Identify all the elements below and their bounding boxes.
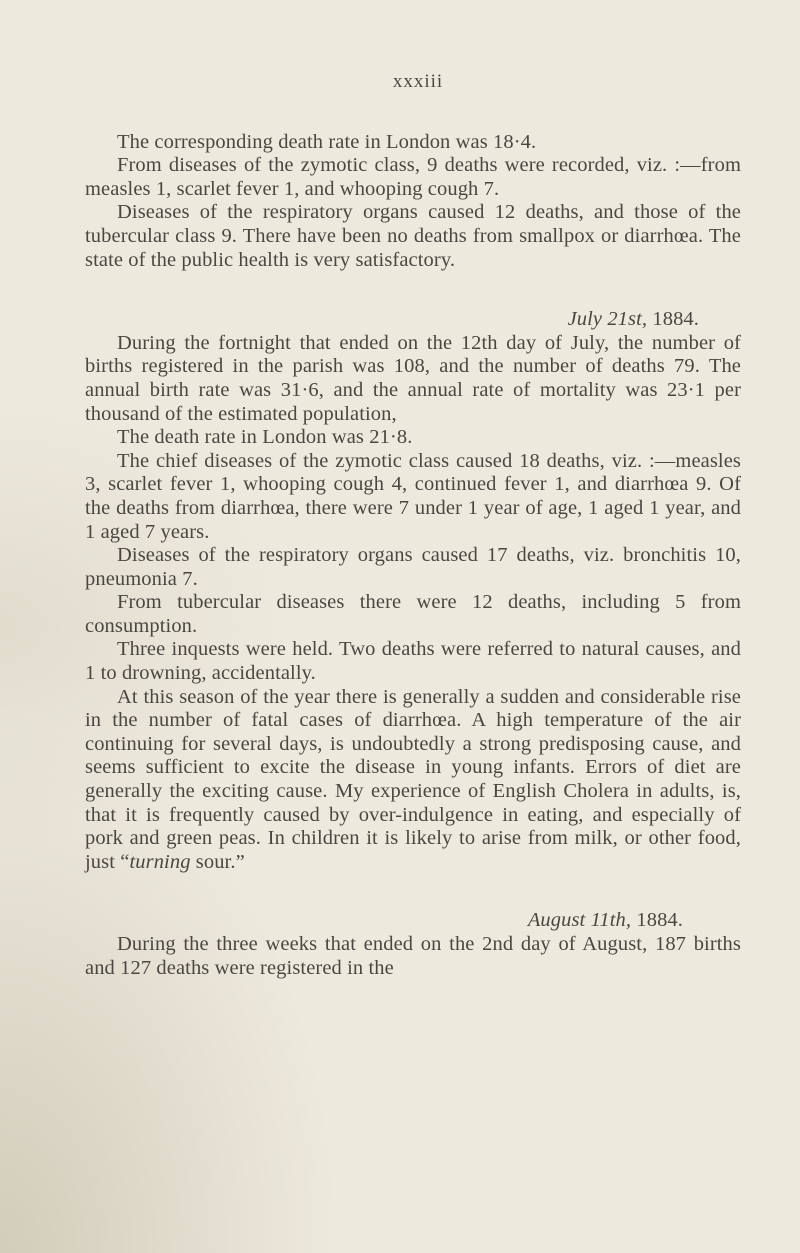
page-number: xxxiii	[392, 71, 444, 92]
quote-close: sour.”	[190, 850, 245, 873]
dateline-august-year: 1884.	[636, 909, 683, 932]
paragraph-respiratory: Diseases of the respiratory organs caused 12 deaths, and those of the tubercular class 9. There have been no deaths from smallpox or diarrhœa. The state of the public health is very satisfactory.	[85, 201, 741, 271]
quote-open: “	[120, 850, 130, 873]
paragraph-london-rate: The corresponding death rate in London was 18·4.	[117, 130, 537, 153]
paragraph-cholera-text: At this season of the year there is generally a sudden and considerable rise in the number of fatal cases of diarrhœa. A high temperature of the air continuing for several days, is undoubtedly a strong predisposing cause, and seems sufficient to excite the disease in young infants. Errors of diet are generally the exciting cause. My experience of English Cholera in adults, is, that it is frequently caused by over-indulgence in eating, and especially of pork and green peas. In children it is likely to arise from milk, or other food, just	[85, 685, 741, 873]
paragraph-london-death-rate: The death rate in London was 21·8.	[117, 426, 413, 449]
paragraph-tubercular: From tubercular diseases there were 12 deaths, including 5 from consumption.	[85, 591, 741, 637]
dateline-july	[85, 308, 741, 332]
dateline-july-year: 1884.	[652, 308, 699, 331]
paragraph-fortnight: During the fortnight that ended on the 12th day of July, the number of births registered in the parish was 108, and the number of deaths 79. The annual birth rate was 31·6, and the annual rate of mortality was 23·1 per thousand of the estimated population,	[85, 331, 741, 425]
paragraph-inquests: Three inquests were held. Two deaths were referred to natural causes, and 1 to drowning, accidentally.	[85, 638, 741, 685]
page-text	[85, 70, 741, 980]
paragraph-cholera	[85, 686, 741, 875]
dateline-august-day: August 11th,	[527, 909, 632, 932]
paragraph-three-weeks: During the three weeks that ended on the 2nd day of August, 187 births and 127 deaths were registered in the	[85, 933, 741, 979]
paragraph-respiratory-july: Diseases of the respiratory organs caused 17 deaths, viz. bronchitis 10, pneumonia 7.	[85, 544, 741, 590]
dateline-july-day: July 21st,	[567, 308, 648, 331]
dateline-august	[85, 909, 741, 933]
paragraph-zymotic-july: The chief diseases of the zymotic class caused 18 deaths, viz. :—measles 3, scarlet fever 1, whooping cough 4, continued fever 1, and diarrhœa 9. Of the deaths from diarrhœa, there were 7 under 1 year of age, 1 aged 1 year, and 1 aged 7 years.	[85, 449, 741, 543]
paragraph-zymotic: From diseases of the zymotic class, 9 deaths were recorded, viz. :—from measles 1, scarlet fever 1, and whooping cough 7.	[85, 154, 741, 200]
quote-word: turning	[129, 850, 191, 873]
